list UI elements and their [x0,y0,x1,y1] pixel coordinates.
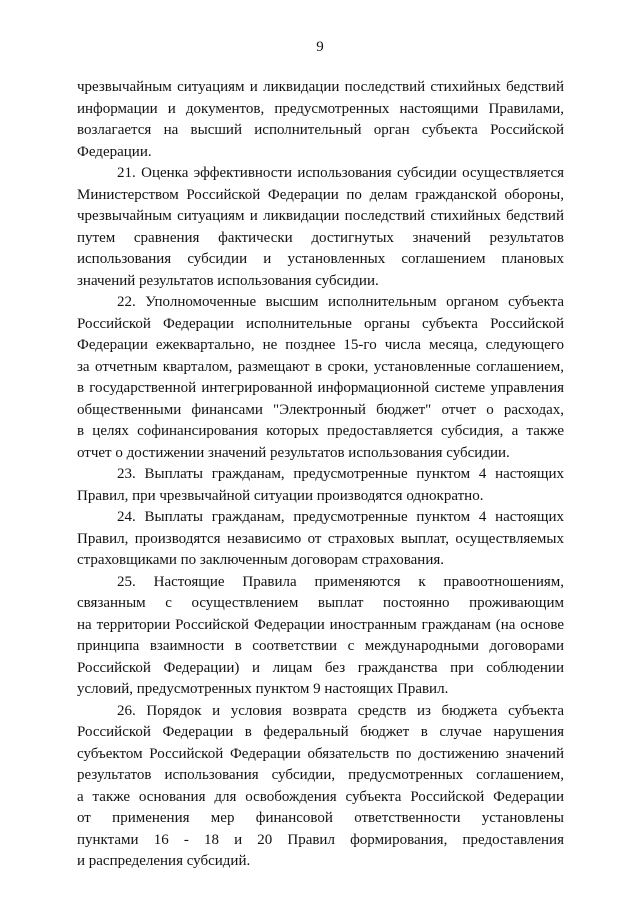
text-line: 26. Порядок и условия возврата средств из бюджета субъекта [117,702,564,719]
text-line: Российской Федерации в федеральный бюджет в случае нарушения [77,724,564,740]
page-number: 9 [316,39,324,55]
text-line: страховщиками по заключенным договорам страхования. [77,552,444,568]
text-line: 24. Выплаты гражданам, предусмотренные пунктом 4 настоящих [117,509,564,525]
text-line: отчет о достижении значений результатов использования субсидии. [77,444,510,461]
text-line: чрезвычайным ситуациям и ликвидации последствий стихийных бедствий [77,79,564,95]
text-line: Правил, производятся независимо от страховых выплат, осуществляемых [77,530,564,547]
text-line: субъектом Российской Федерации обязательств по достижению значений [77,745,564,762]
text-line: от применения мер финансовой ответственности установлены [77,810,564,826]
text-line: Российской Федерации исполнительные органы субъекта Российской [77,315,564,332]
text-line: а также основания для освобождения субъекта Российской Федерации [77,788,564,805]
document-body [77,77,564,873]
text-line: Федерации. [77,143,152,160]
text-line: путем сравнения фактически достигнутых значений результатов [77,229,564,246]
text-line: использования субсидии и установленных соглашением плановых [77,251,564,267]
text-line: Правил, при чрезвычайной ситуации производятся однократно. [77,487,484,504]
text-line: в целях софинансирования которых предоставляется субсидия, а также [77,423,564,439]
text-line: и распределения субсидий. [77,853,251,869]
text-line: общественными финансами "Электронный бюджет" отчет о расходах, [77,401,564,418]
text-line: чрезвычайным ситуациям и ликвидации последствий стихийных бедствий [77,208,564,224]
text-line: 23. Выплаты гражданам, предусмотренные пунктом 4 настоящих [117,466,564,482]
text-line: возлагается на высший исполнительный орган субъекта Российской [77,122,564,138]
text-line: на территории Российской Федерации иностранным гражданам (на основе [77,616,564,633]
text-line: принципа взаимности в соответствии с международными договорами [77,638,564,654]
text-line: в государственной интегрированной информационной системе управления [77,380,564,396]
text-line: 25. Настоящие Правила применяются к правоотношениям, [117,573,564,590]
text-line: значений результатов использования субсидии. [77,272,379,289]
text-line: пунктами 16 - 18 и 20 Правил формирования, предоставления [77,831,564,848]
text-line: 21. Оценка эффективности использования субсидии осуществляется [117,165,564,181]
text-line: Российской Федерации) и лицам без гражданства при соблюдении [77,659,564,676]
text-line: Министерством Российской Федерации по делам гражданской обороны, [77,186,564,203]
text-line: за отчетным кварталом, размещают в сроки, установленные соглашением, [77,358,564,375]
text-line: результатов использования субсидии, предусмотренных соглашением, [77,767,564,783]
text-line: информации и документов, предусмотренных настоящими Правилами, [77,100,564,117]
text-line: условий, предусмотренных пунктом 9 настоящих Правил. [77,681,449,697]
text-line: Федерации ежеквартально, не позднее 15-го числа месяца, следующего [77,337,564,353]
text-line: связанным с осуществлением выплат постоянно проживающим [77,595,564,611]
text-line: 22. Уполномоченные высшим исполнительным органом субъекта [117,294,564,310]
